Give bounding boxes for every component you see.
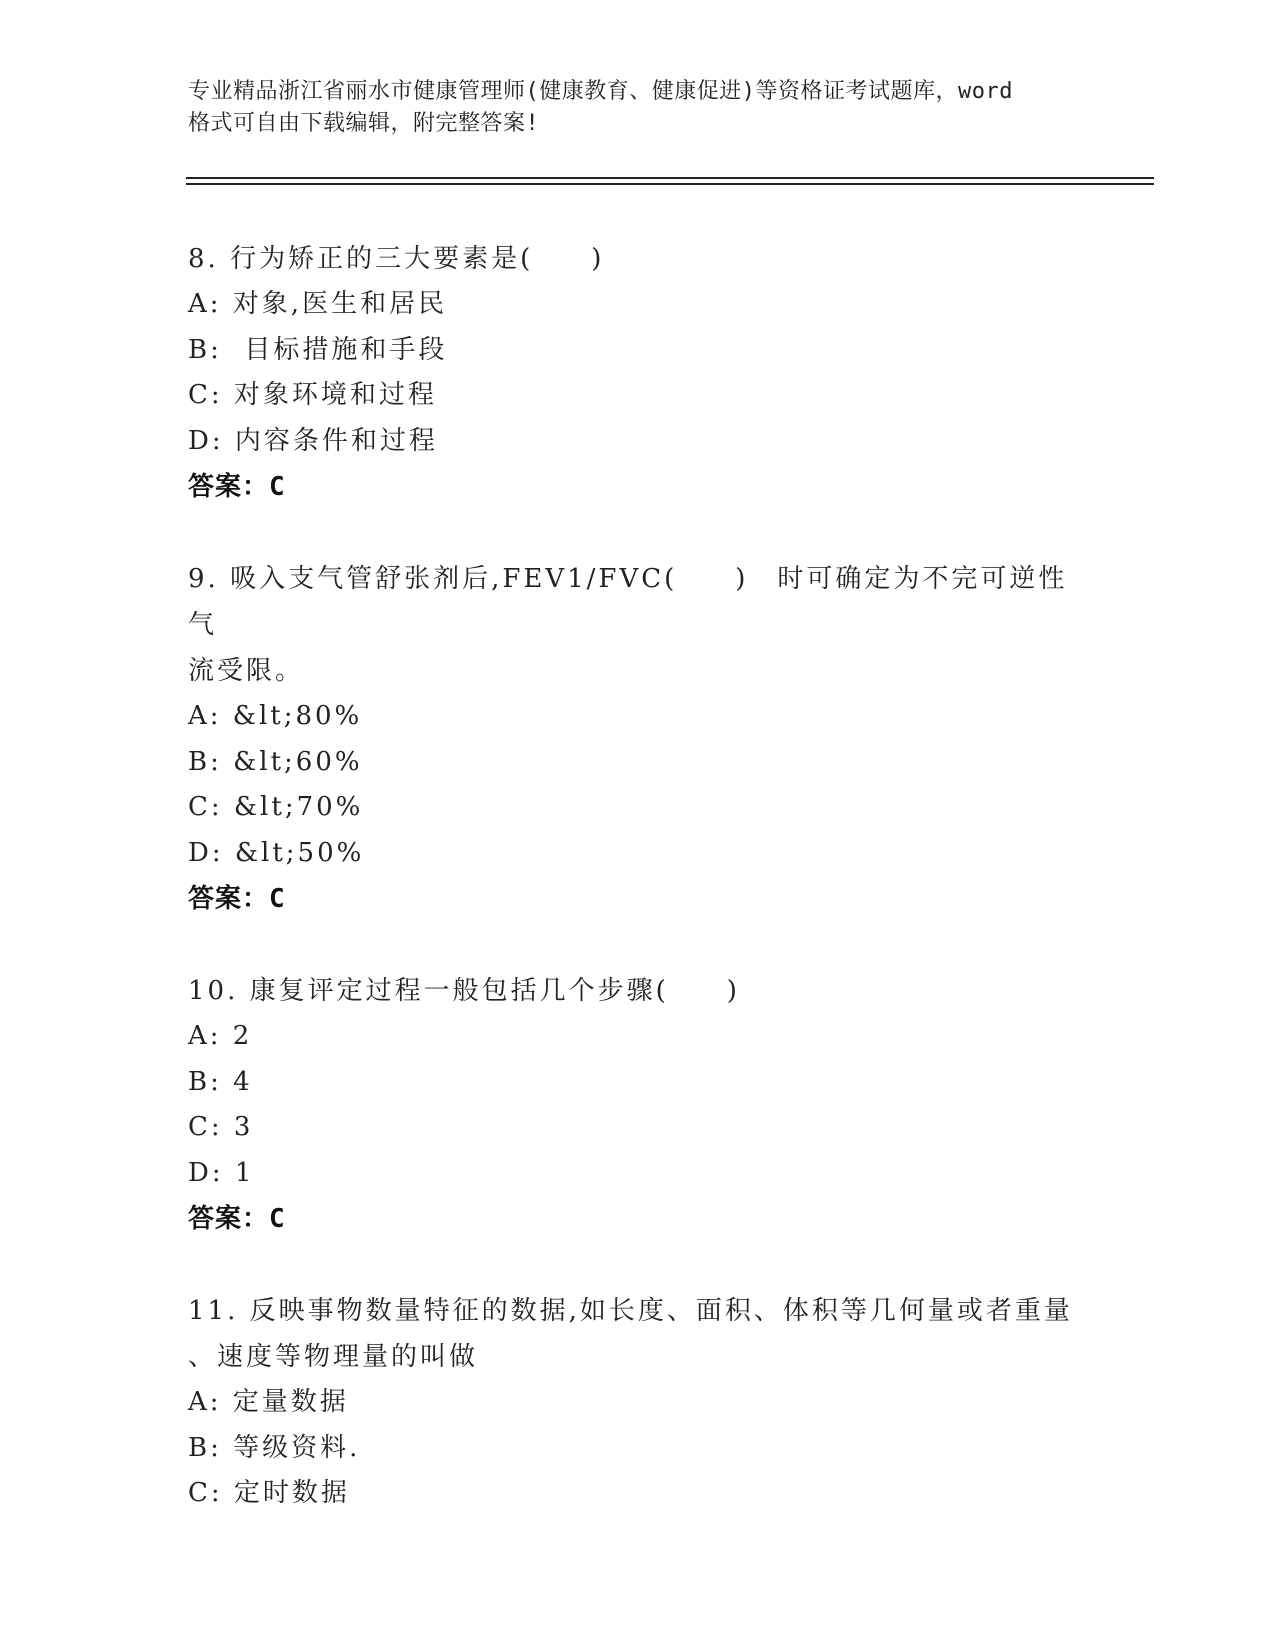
header-line-1: 专业精品浙江省丽水市健康管理师(健康教育、健康促进)等资格证考试题库，word (188, 79, 1013, 104)
option-c: C: 定时数据 (188, 1478, 350, 1508)
question-list (188, 236, 1088, 1563)
option-d: D: 1 (188, 1157, 255, 1188)
question-10 (188, 968, 1088, 1242)
option-d: D: 内容条件和过程 (188, 425, 438, 456)
answer-line: 答案：C (188, 472, 286, 502)
question-stem: 9. 吸入支气管舒张剂后,FEV1/FVC( ) 时可确定为不完可逆性气 流受限。 (188, 564, 1068, 686)
option-a: A: 2 (188, 1021, 253, 1051)
answer-line: 答案：C (188, 1204, 286, 1234)
document-header (188, 76, 1088, 140)
option-list (188, 1014, 1088, 1196)
option-c: C: 对象环境和过程 (188, 380, 437, 410)
option-a: A: 对象,医生和居民 (188, 289, 448, 319)
option-c: C: 3 (188, 1112, 254, 1142)
option-list (188, 1380, 1088, 1517)
option-b: B: 目标措施和手段 (188, 334, 448, 365)
header-divider-bottom (186, 183, 1154, 185)
question-11 (188, 1288, 1088, 1517)
question-8 (188, 236, 1088, 510)
option-list (188, 694, 1088, 876)
option-b: B: 等级资料. (188, 1432, 361, 1463)
question-stem: 10. 康复评定过程一般包括几个步骤( ) (188, 976, 740, 1006)
option-b: B: &lt;60% (188, 746, 363, 777)
option-c: C: &lt;70% (188, 792, 364, 822)
answer-line: 答案：C (188, 884, 286, 914)
header-divider-top (186, 177, 1154, 179)
option-a: A: &lt;80% (188, 701, 363, 731)
question-9 (188, 556, 1088, 922)
option-list (188, 282, 1088, 464)
option-b: B: 4 (188, 1066, 253, 1097)
question-stem: 11. 反映事物数量特征的数据,如长度、面积、体积等几何量或者重量 、速度等物理量的叫做 (188, 1296, 1073, 1372)
option-a: A: 定量数据 (188, 1387, 349, 1417)
question-stem: 8. 行为矫正的三大要素是( ) (188, 244, 605, 274)
header-line-2: 格式可自由下载编辑，附完整答案! (188, 111, 540, 136)
option-d: D: &lt;50% (188, 837, 365, 868)
